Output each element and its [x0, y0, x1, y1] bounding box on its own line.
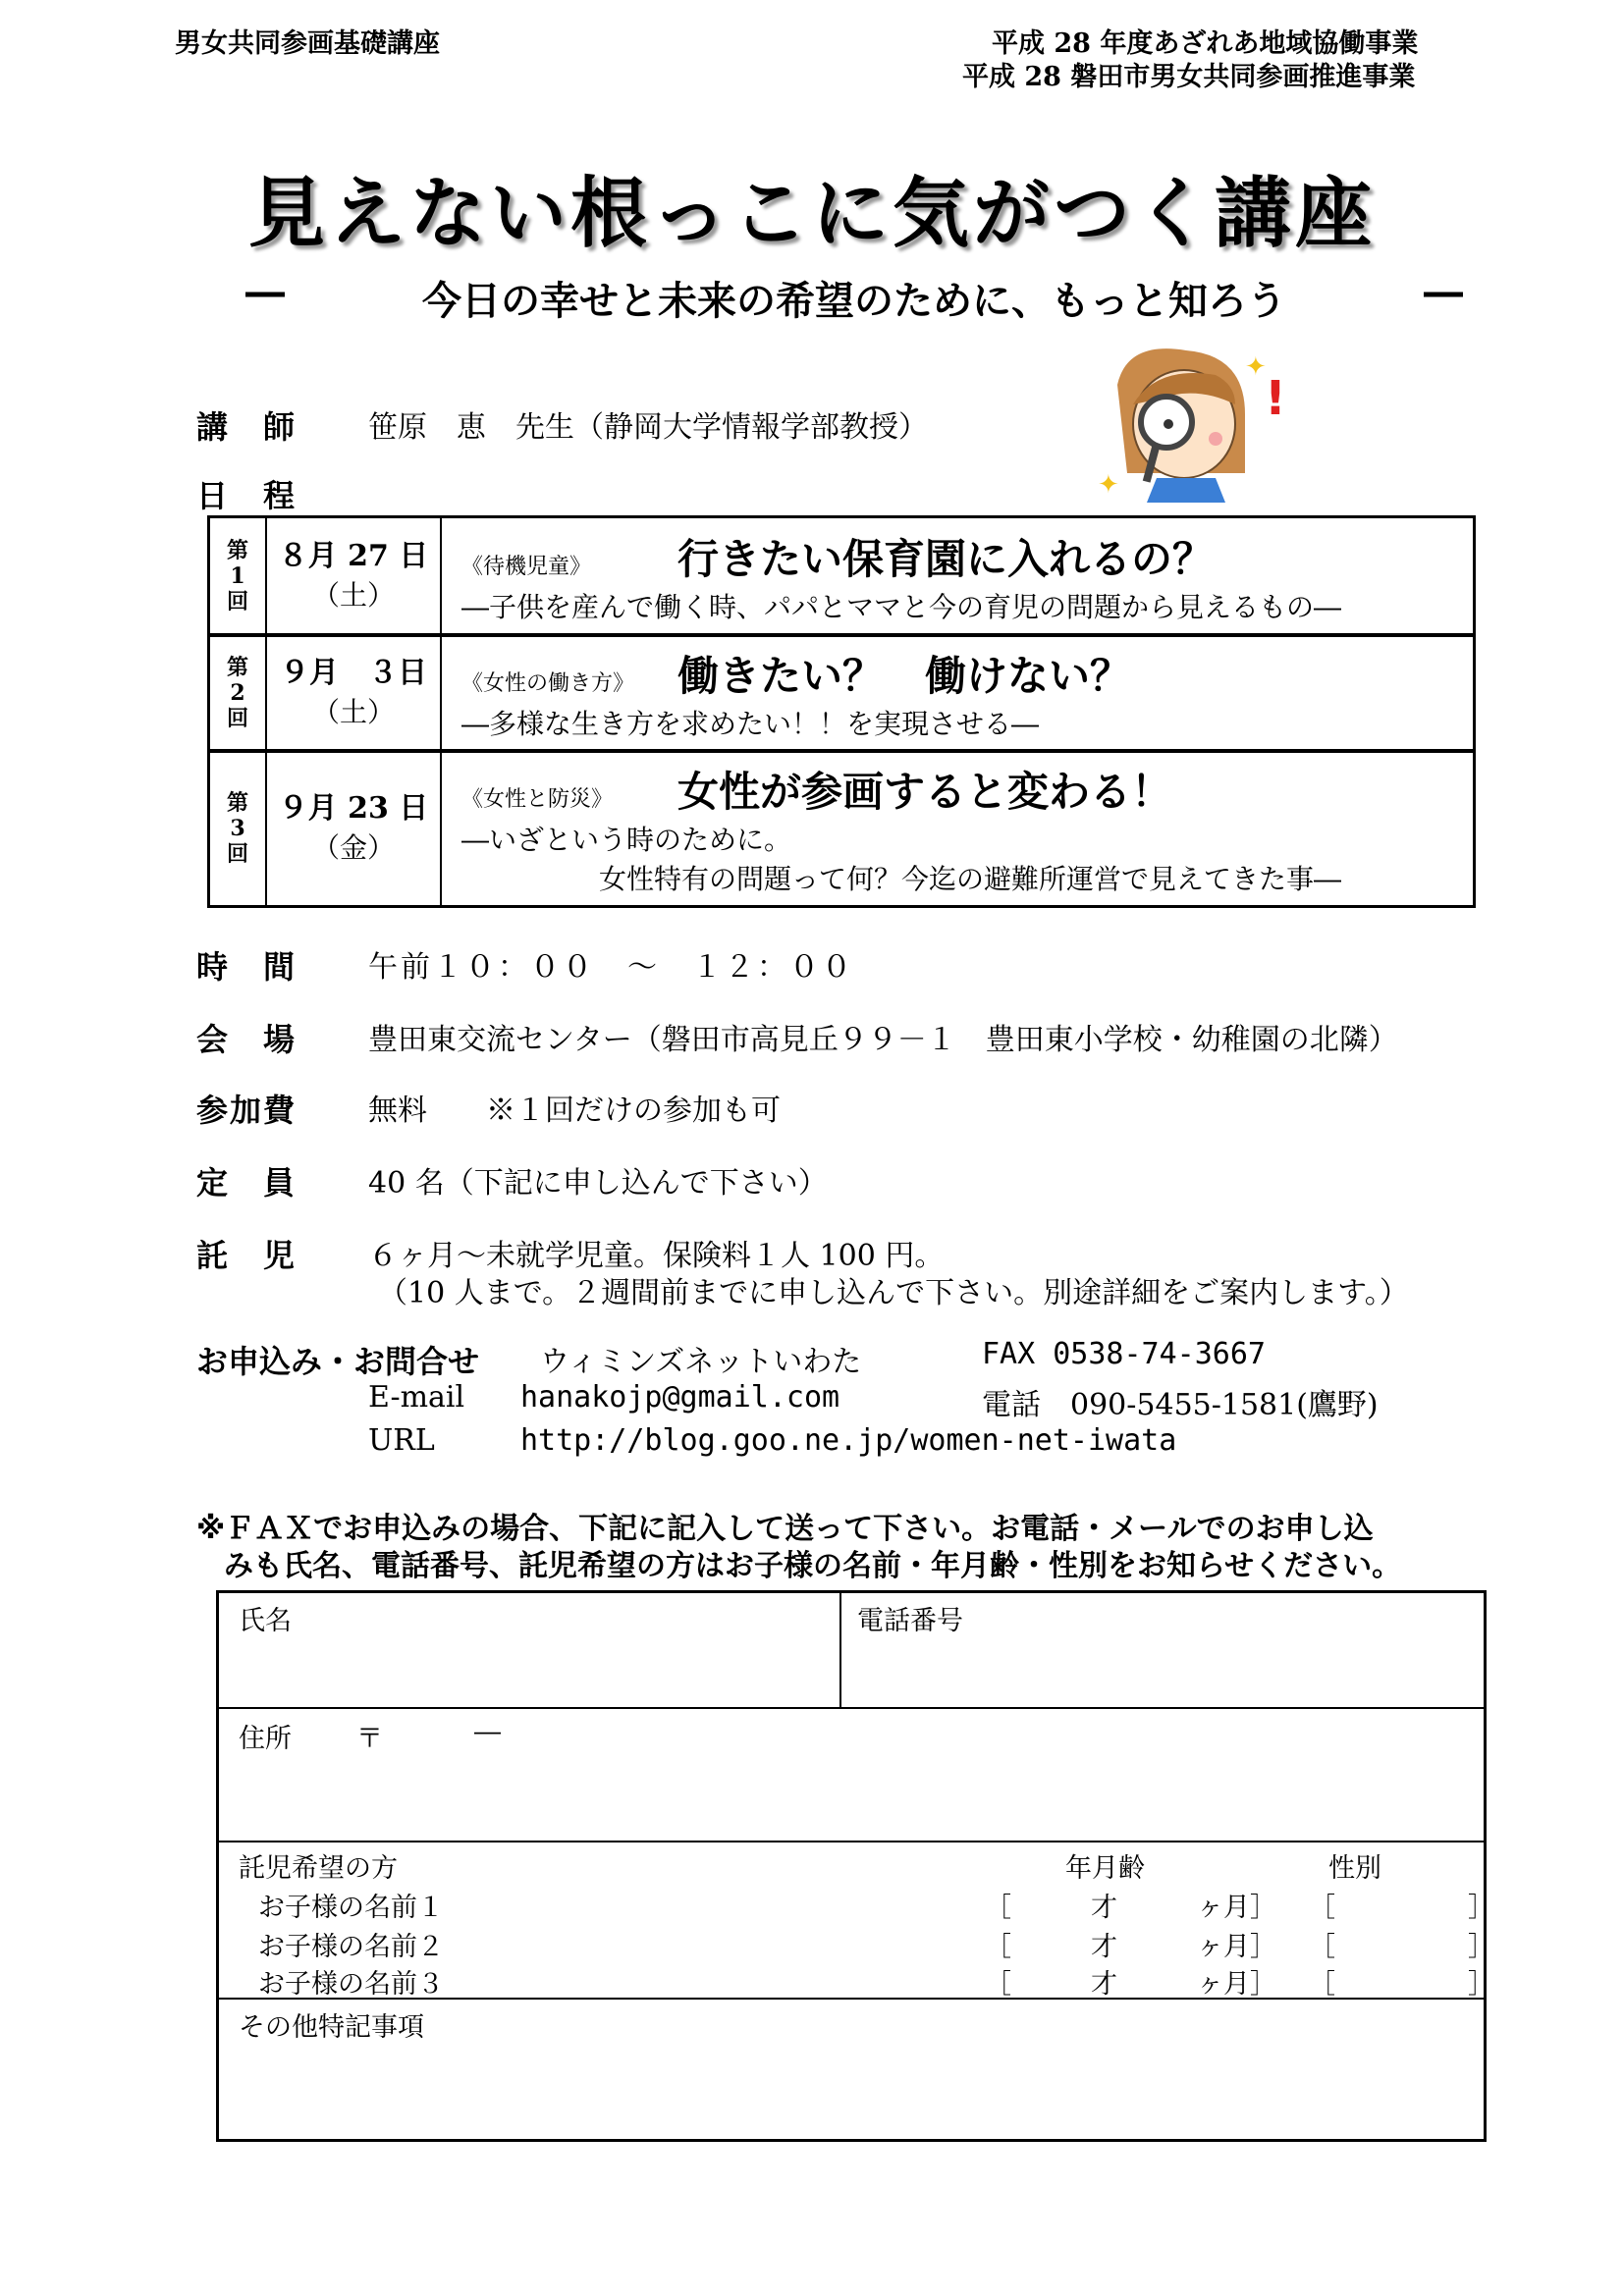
capacity-value: 40 名（下記に申し込んで下さい）: [368, 1166, 828, 1201]
child-sex-field[interactable]: ［ ］: [1309, 1932, 1494, 1962]
session-date: ９月 ３日 （土）: [266, 635, 441, 751]
contact-phone: 電話 090-5455-1581(鷹野): [982, 1388, 1379, 1422]
schedule-label: 日 程: [196, 477, 298, 514]
svg-text:✦: ✦: [1098, 470, 1119, 500]
time-value: 午前１０：００ ～ １２：００: [368, 950, 854, 985]
course-series: 男女共同参画基礎講座: [175, 28, 440, 59]
session-desc: 《待機児童》 行きたい保育園に入れるの？ ―子供を産んで働く時、パパとママと今の育児の問題から見えるもの―: [441, 517, 1474, 635]
contact-label: お申込み・お問合せ: [196, 1343, 480, 1380]
childcare-value-1: ６ヶ月～未就学児童。保険料１人 100 円。: [368, 1239, 945, 1273]
childcare-label: 託 児: [196, 1237, 298, 1274]
contact-fax: FAX 0538-74-3667: [982, 1337, 1266, 1371]
session-number: 第 3 回: [209, 751, 266, 906]
venue-value: 豊田東交流センター（磐田市高見丘９９－１ 豊田東小学校・幼稚園の北隣）: [368, 1023, 1398, 1057]
childcare-request-label: 託児希望の方: [239, 1853, 398, 1884]
child-name-label: お子様の名前１: [258, 1893, 444, 1923]
email-label: E-mail: [368, 1380, 465, 1415]
child-age-field[interactable]: ［ 才 ヶ月］: [985, 1969, 1276, 2000]
girl-magnifier-illustration: [1098, 346, 1294, 503]
fee-label: 参加費: [196, 1092, 298, 1129]
name-field[interactable]: [241, 1636, 820, 1701]
venue-label: 会 場: [196, 1021, 298, 1058]
session-date: ９月 23 日 （金）: [266, 751, 441, 906]
phone-label: 電話番号: [857, 1606, 963, 1636]
page-subtitle: ― 今日の幸せと未来の希望のために、もっと知ろう ―: [245, 270, 1463, 324]
email-link[interactable]: hanakojp@gmail.com: [520, 1380, 840, 1415]
url-link[interactable]: http://blog.goo.ne.jp/women-net-iwata: [520, 1423, 1177, 1458]
notes-label: その他特記事項: [239, 2012, 424, 2043]
notice-line-2: みも氏名、電話番号、託児希望の方はお子様の名前・年月齢・性別をお知らせください。: [224, 1549, 1402, 1583]
session-date: ８月 27 日 （土）: [266, 517, 441, 635]
address-label: 住所: [239, 1724, 292, 1754]
age-header: 年月齢: [1065, 1853, 1145, 1884]
session-row: [209, 635, 1474, 751]
fee-value: 無料 ※１回だけの参加も可: [368, 1094, 781, 1128]
child-age-field[interactable]: ［ 才 ヶ月］: [985, 1893, 1276, 1923]
postal-dash: ―: [474, 1717, 501, 1747]
time-label: 時 間: [196, 948, 298, 986]
session-row: [209, 751, 1474, 906]
svg-text:!: !: [1265, 371, 1286, 426]
child-name-label: お子様の名前２: [258, 1932, 444, 1962]
svg-text:✦: ✦: [1245, 352, 1267, 382]
session-desc: 《女性の働き方》 働きたい？ 働けない？ ―多様な生き方を求めたい！！を実現させる―: [441, 635, 1474, 751]
child-sex-field[interactable]: ［ ］: [1309, 1969, 1494, 2000]
sex-header: 性別: [1328, 1853, 1381, 1884]
name-label: 氏名: [239, 1606, 292, 1636]
session-number: 第 2 回: [209, 635, 266, 751]
project-line-1: 平成 28 年度あざれあ地域協働事業: [992, 28, 1419, 59]
child-sex-field[interactable]: ［ ］: [1309, 1893, 1494, 1923]
childcare-value-2: （10 人まで。２週間前までに申し込んで下さい。別途詳細をご案内します。）: [378, 1276, 1409, 1310]
notice-line-1: ※ＦＡＸでお申込みの場合、下記に記入して送って下さい。お電話・メールでのお申し込: [196, 1512, 1374, 1546]
capacity-label: 定 員: [196, 1164, 298, 1201]
lecturer-label: 講 師: [196, 408, 298, 446]
application-form: [216, 1590, 1494, 2142]
session-number: 第 1 回: [209, 517, 266, 635]
address-field[interactable]: [241, 1760, 1458, 1835]
notes-field[interactable]: [241, 2047, 1458, 2131]
child-age-field[interactable]: ［ 才 ヶ月］: [985, 1932, 1276, 1962]
page-title: 見えない根っこに気がつく講座: [247, 170, 1376, 258]
project-line-2: 平成 28 磐田市男女共同参画推進事業: [962, 62, 1416, 92]
url-label: URL: [368, 1423, 435, 1458]
lecturer-value: 笹原 恵 先生（静岡大学情報学部教授）: [368, 410, 928, 445]
child-name-label: お子様の名前３: [258, 1969, 444, 2000]
phone-field[interactable]: [857, 1636, 1456, 1701]
schedule-table: [208, 516, 1475, 907]
postal-mark: 〒: [356, 1724, 383, 1754]
contact-org: ウィミンズネットいわた: [540, 1345, 862, 1379]
session-desc: 《女性と防災》 女性が参画すると変わる！ ―いざという時のために。 女性特有の問題って何？今迄の避難所運営で見えてきた事―: [441, 751, 1474, 906]
session-row: [209, 517, 1474, 635]
